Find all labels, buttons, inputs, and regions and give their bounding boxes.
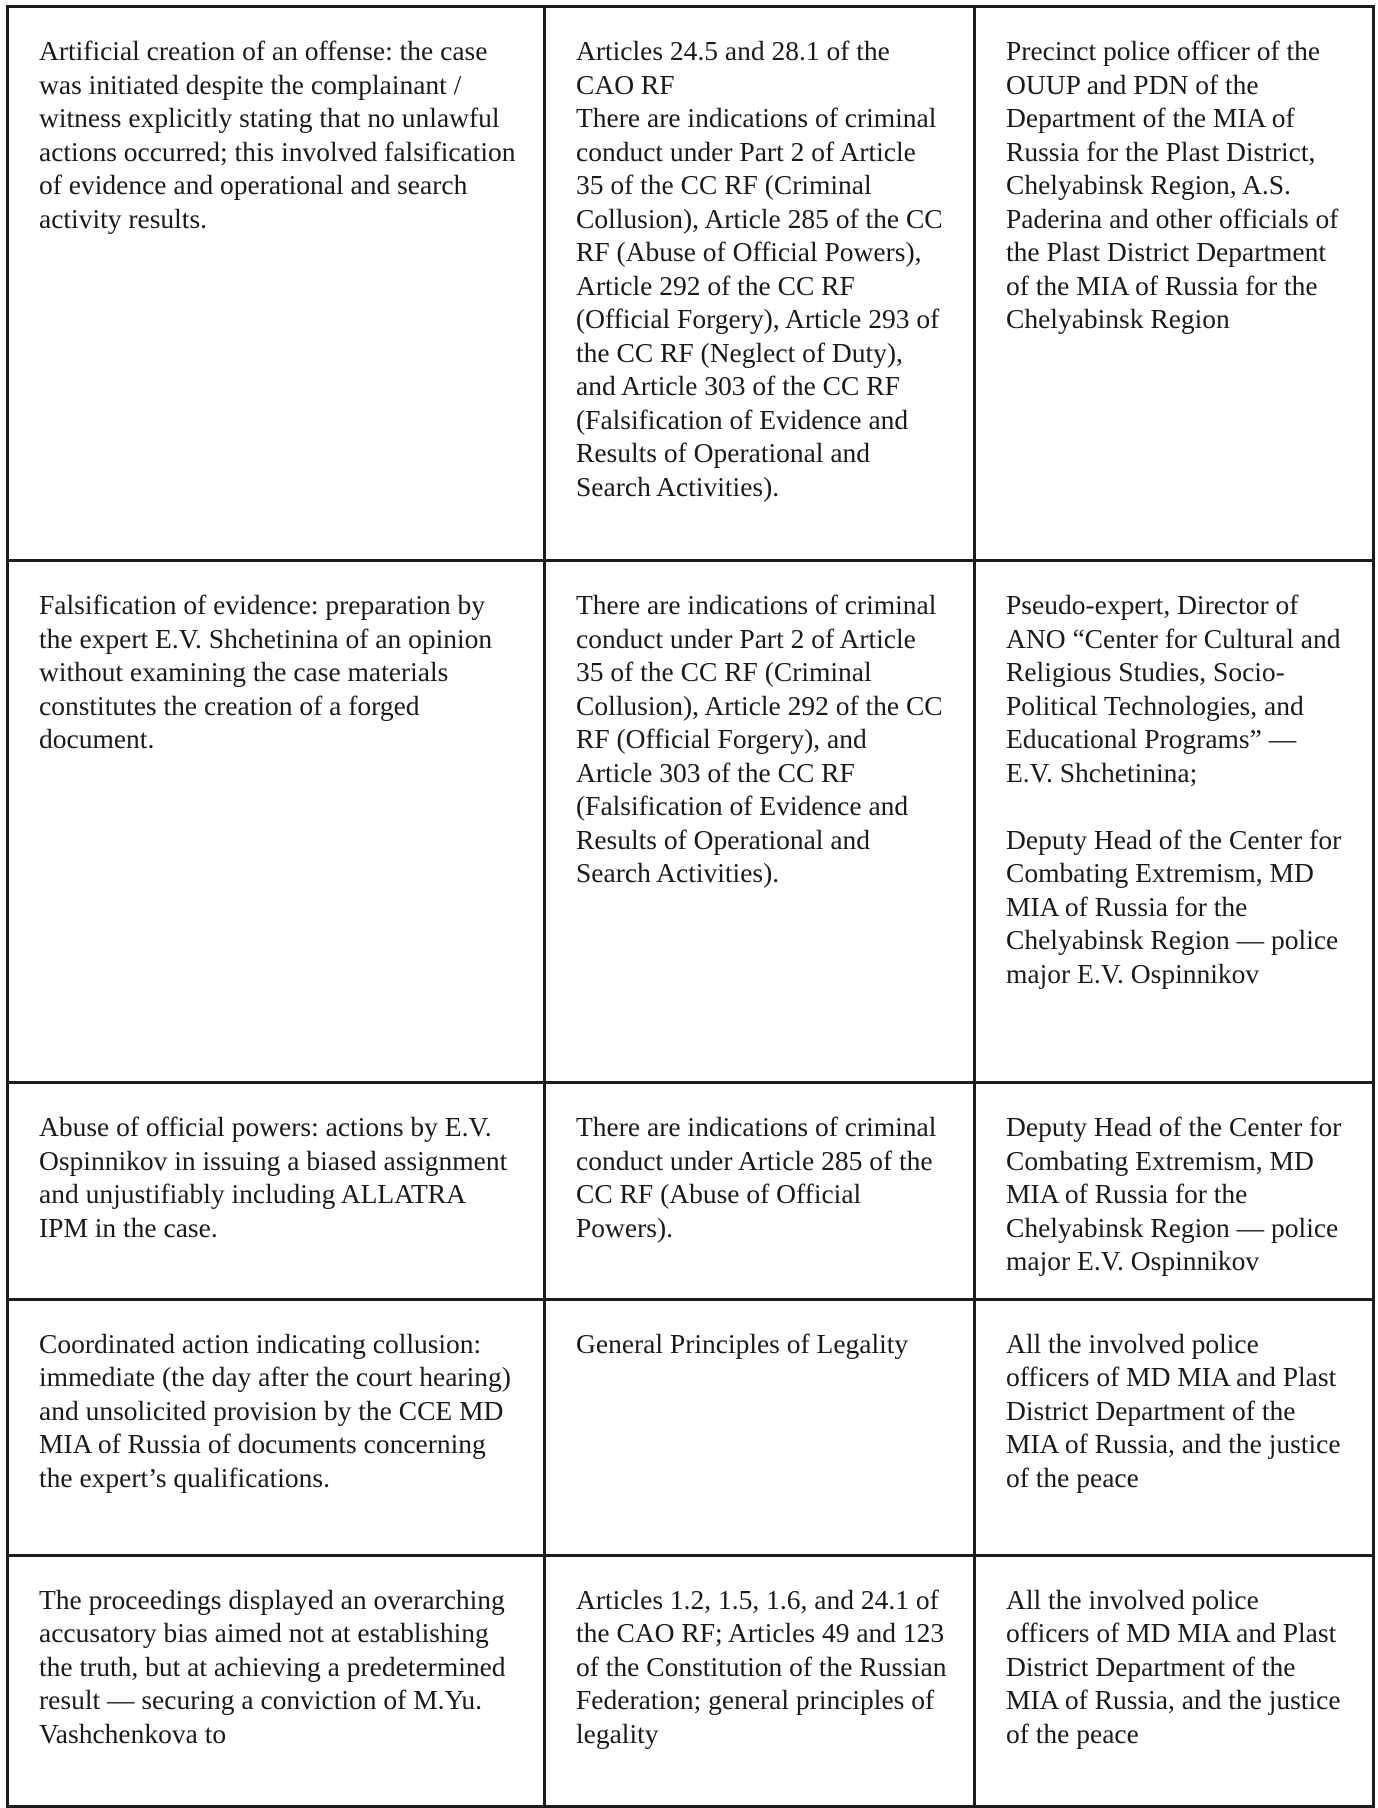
table-row <box>8 1555 1374 1806</box>
violations-table <box>6 5 1375 1808</box>
responsible-cell: Deputy Head of the Center for Combating Extremism, MD MIA of Russia for the Chelyabinsk Region — police major E.V. Ospinnikov <box>975 1083 1374 1300</box>
responsible-cell: All the involved police officers of MD MIA and Plast District Department of the MIA of Russia, and the justice of the peace <box>975 1299 1374 1555</box>
responsible-cell: All the involved police officers of MD MIA and Plast District Department of the MIA of Russia, and the justice of the peace <box>975 1555 1374 1806</box>
responsible-cell: Precinct police officer of the OUUP and PDN of the Department of the MIA of Russia for the Plast District, Chelyabinsk Region, A.S. Paderina and other officials of the Plast District Department of the MIA of Russia for the Chelyabinsk Region <box>975 7 1374 561</box>
legal-basis-cell: General Principles of Legality <box>545 1299 975 1555</box>
violation-cell: Falsification of evidence: preparation by the expert E.V. Shchetinina of an opinion without examining the case materials constitutes the creation of a forged document. <box>8 561 545 1083</box>
legal-basis-cell: Articles 1.2, 1.5, 1.6, and 24.1 of the CAO RF; Articles 49 and 123 of the Constitution of the Russian Federation; general principles of legality <box>545 1555 975 1806</box>
table-row <box>8 1299 1374 1555</box>
legal-basis-cell: There are indications of criminal conduct under Article 285 of the CC RF (Abuse of Official Powers). <box>545 1083 975 1300</box>
legal-basis-cell: There are indications of criminal conduct under Part 2 of Article 35 of the CC RF (Criminal Collusion), Article 292 of the CC RF (Official Forgery), and Article 303 of the CC RF (Falsification of Evidence and Results of Operational and Search Activities). <box>545 561 975 1083</box>
violation-cell: Artificial creation of an offense: the case was initiated despite the complainant / witness explicitly stating that no unlawful actions occurred; this involved falsification of evidence and operational and search activity results. <box>8 7 545 561</box>
violation-cell: Abuse of official powers: actions by E.V. Ospinnikov in issuing a biased assignment and unjustifiably including ALLATRA IPM in the case. <box>8 1083 545 1300</box>
table-row <box>8 7 1374 561</box>
responsible-cell: Pseudo-expert, Director of ANO “Center for Cultural and Religious Studies, Socio-Political Technologies, and Educational Programs” — E.V. Shchetinina; Deputy Head of the Center for Combating Extremism, MD MIA of Russia for the Chelyabinsk Region — police major E.V. Ospinnikov <box>975 561 1374 1083</box>
table-row <box>8 1083 1374 1300</box>
legal-basis-cell: Articles 24.5 and 28.1 of the CAO RF There are indications of criminal conduct under Part 2 of Article 35 of the CC RF (Criminal Collusion), Article 285 of the CC RF (Abuse of Official Powers), Article 292 of the CC RF (Official Forgery), Article 293 of the CC RF (Neglect of Duty), and Article 303 of the CC RF (Falsification of Evidence and Results of Operational and Search Activities). <box>545 7 975 561</box>
violation-cell: Coordinated action indicating collusion: immediate (the day after the court hearing) and unsolicited provision by the CCE MD MIA of Russia of documents concerning the expert’s qualifications. <box>8 1299 545 1555</box>
table-row <box>8 561 1374 1083</box>
violation-cell: The proceedings displayed an overarching accusatory bias aimed not at establishing the truth, but at achieving a predetermined result — securing a conviction of M.Yu. Vashchenkova to <box>8 1555 545 1806</box>
